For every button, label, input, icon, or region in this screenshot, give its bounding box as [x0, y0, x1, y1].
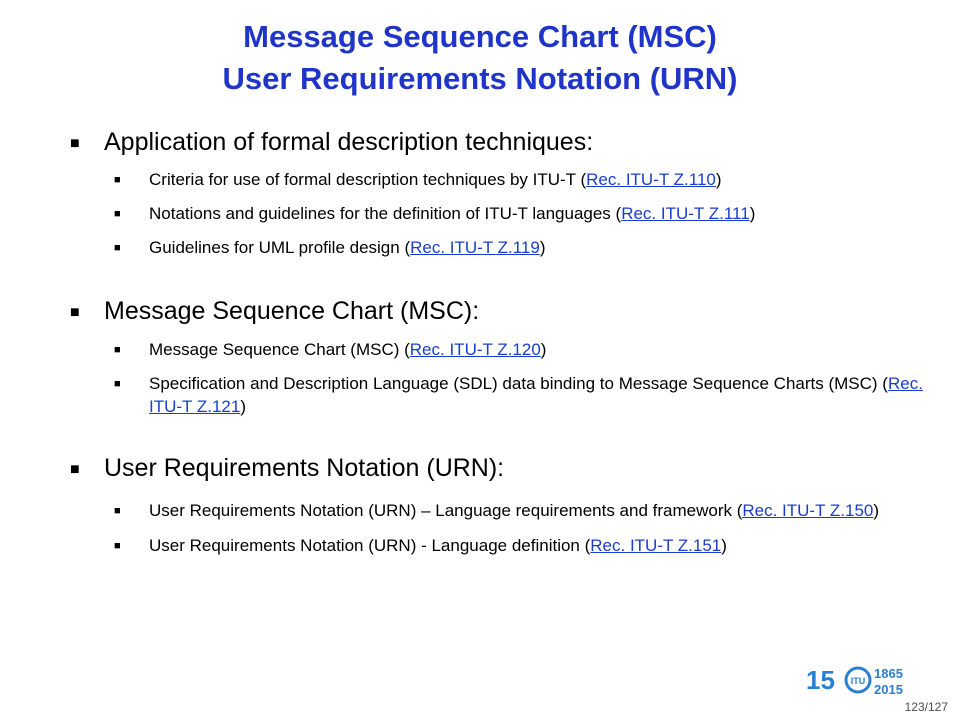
rec-link-z150[interactable]: Rec. ITU-T Z.150: [742, 501, 874, 520]
list-item: ■ User Requirements Notation (URN) – Language requirements and framework (Rec. ITU-T Z.150): [114, 496, 950, 525]
list-item: ■ Specification and Description Language (SDL) data binding to Message Sequence Charts (MSC) (Rec. ITU-T Z.121): [114, 374, 923, 416]
list-item: ■ Notations and guidelines for the definition of ITU-T languages (Rec. ITU-T Z.111): [114, 202, 950, 225]
itu-150-logo: [806, 661, 916, 699]
section-application: [70, 124, 950, 259]
bullet-icon: ■: [114, 378, 121, 390]
bullet-icon: ■: [70, 461, 80, 478]
rec-link-z111[interactable]: Rec. ITU-T Z.111: [621, 204, 750, 223]
list-item: ■ User Requirements Notation (URN) - Language definition (Rec. ITU-T Z.151): [114, 534, 950, 557]
title-line-1: Message Sequence Chart (MSC): [243, 19, 717, 54]
logo-emblem-text: ITU: [850, 676, 866, 686]
section-heading: ■ Application of formal description techniques:: [70, 124, 950, 160]
page-number: 123/127: [904, 700, 948, 714]
list-item: ■ Criteria for use of formal description techniques by ITU-T (Rec. ITU-T Z.110): [114, 168, 950, 191]
slide-title: [0, 16, 960, 100]
section-urn: [70, 450, 950, 557]
logo-year-top: 1865: [874, 666, 903, 681]
section-msc: [70, 293, 950, 418]
section-heading: ■ User Requirements Notation (URN):: [70, 450, 950, 486]
bullet-icon: ■: [70, 135, 80, 152]
rec-link-z119[interactable]: Rec. ITU-T Z.119: [410, 238, 540, 257]
slide-content: [70, 124, 950, 557]
rec-link-z110[interactable]: Rec. ITU-T Z.110: [586, 170, 716, 189]
logo-number: 15: [806, 665, 835, 695]
itu-150-logo-graphic: [806, 661, 916, 699]
bullet-icon: ■: [114, 344, 121, 356]
section-heading: ■ Message Sequence Chart (MSC):: [70, 293, 950, 329]
logo-year-bottom: 2015: [874, 682, 903, 697]
bullet-icon: ■: [70, 304, 80, 321]
bullet-icon: ■: [114, 540, 121, 552]
bullet-icon: ■: [114, 174, 121, 186]
list-item: ■ Message Sequence Chart (MSC) (Rec. ITU-T Z.120): [114, 338, 950, 361]
bullet-icon: ■: [114, 505, 121, 517]
list-item: ■ Guidelines for UML profile design (Rec. ITU-T Z.119): [114, 236, 950, 259]
bullet-icon: ■: [114, 208, 121, 220]
title-line-2: User Requirements Notation (URN): [222, 61, 738, 96]
rec-link-z121[interactable]: Rec. ITU-T Z.121: [149, 374, 923, 416]
bullet-icon: ■: [114, 242, 121, 254]
rec-link-z151[interactable]: Rec. ITU-T Z.151: [590, 536, 722, 555]
rec-link-z120[interactable]: Rec. ITU-T Z.120: [409, 340, 541, 359]
